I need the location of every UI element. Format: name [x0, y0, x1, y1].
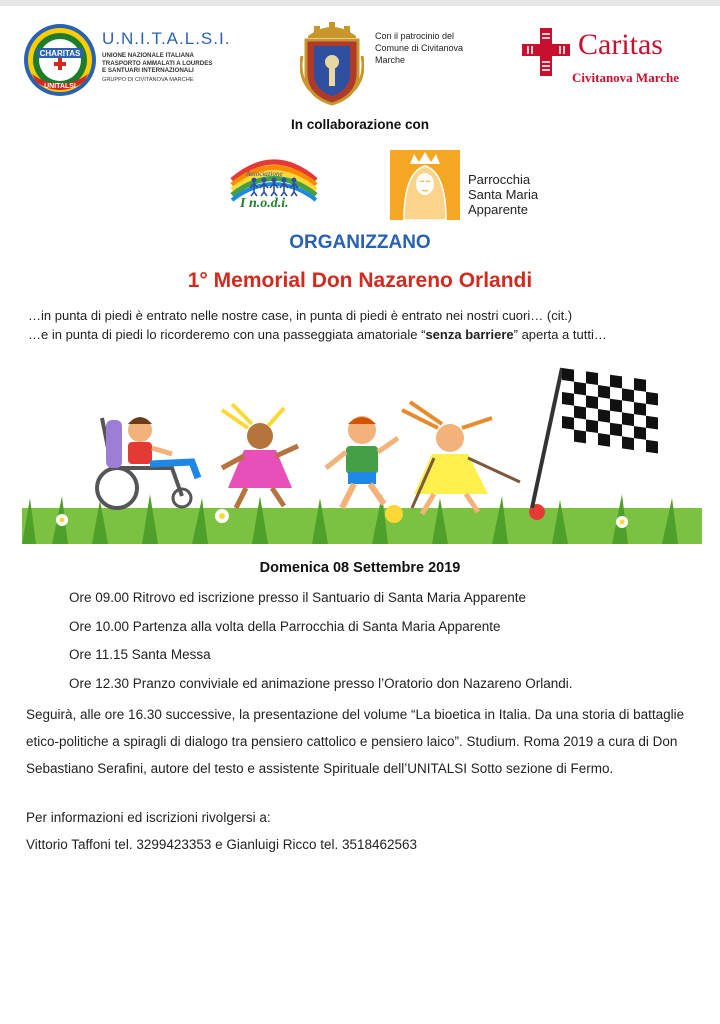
info-block — [26, 804, 706, 858]
caritas-subtitle: Civitanova Marche — [572, 70, 679, 85]
intro-line-2-start: …e in punta di piedi lo ricorderemo con una passeggiata amatoriale “ — [28, 327, 426, 342]
contacts: Vittorio Taffoni tel. 3299423353 e Gianluigi Ricco tel. 3518462563 — [26, 837, 418, 852]
patrocinio-text: Con il patrocinio del Comune di Civitanova Marche — [375, 31, 464, 65]
caritas-cross-icon — [518, 26, 574, 78]
top-bar — [0, 0, 720, 6]
schedule-item: Ore 10.00 Partenza alla volta della Parrocchia di Santa Maria Apparente — [69, 618, 501, 634]
unitalsi-block — [102, 30, 252, 83]
children-race-illustration-icon — [22, 358, 702, 544]
organizzano-heading: ORGANIZZANO — [289, 232, 431, 253]
presentation-paragraph: Seguirà, alle ore 16.30 successive, la presentazione del volume “La bioetica in Italia. Da una storia di battaglie etico-politiche a spiragli di dialogo tra pensiero cattolico e pensiero laico”. Studium. Roma 2019 a cura di Don Sebastiano Serafini, autore del testo e assistente Spirituale dell’UNITALSI Sotto sezione di Fermo. — [26, 707, 685, 776]
madonna-icon — [390, 150, 460, 220]
intro-emphasis: senza barriere — [425, 327, 514, 342]
intro-line-2 — [28, 325, 708, 344]
caritas-title: Caritas — [578, 28, 663, 61]
unitalsi-logo-top-text: CHARITAS — [39, 49, 81, 58]
memorial-title: 1° Memorial Don Nazareno Orlandi — [187, 269, 533, 292]
unitalsi-logo-bottom-text: UNITALSI — [44, 83, 76, 90]
inodi-association-label: Associazione — [246, 170, 283, 178]
schedule-item: Ore 11.15 Santa Messa — [69, 647, 211, 662]
inodi-name: I n.o.d.i. — [240, 196, 289, 211]
intro-line-1: …in punta di piedi è entrato nelle nostre case, in punta di piedi è entrato nei nostri cuori… (cit.) — [28, 308, 573, 323]
unitalsi-logo-icon — [22, 22, 98, 98]
unitalsi-subtitle: UNIONE NAZIONALE ITALIANA TRASPORTO AMMALATI A LOURDES E SANTUARI INTERNAZIONALI — [102, 52, 213, 74]
intro-text — [28, 306, 708, 344]
schedule-item: Ore 12.30 Pranzo conviviale ed animazione presso l’Oratorio don Nazareno Orlandi. — [69, 675, 573, 691]
event-date: Domenica 08 Settembre 2019 — [259, 560, 461, 576]
schedule-list — [69, 588, 709, 702]
civitanova-crest-icon — [300, 16, 364, 108]
schedule-item: Ore 09.00 Ritrovo ed iscrizione presso il Santuario di Santa Maria Apparente — [69, 590, 526, 605]
unitalsi-group: GRUPPO DI CIVITANOVA MARCHE — [102, 76, 194, 83]
intro-line-2-end: ” aperta a tutti… — [513, 327, 607, 342]
info-label: Per informazioni ed iscrizioni rivolgersi a: — [26, 810, 271, 825]
parrocchia-label: Parrocchia Santa Maria Apparente — [468, 172, 539, 217]
unitalsi-title: U.N.I.T.A.L.S.I. — [102, 29, 231, 48]
collaboration-label: In collaborazione con — [290, 117, 430, 132]
